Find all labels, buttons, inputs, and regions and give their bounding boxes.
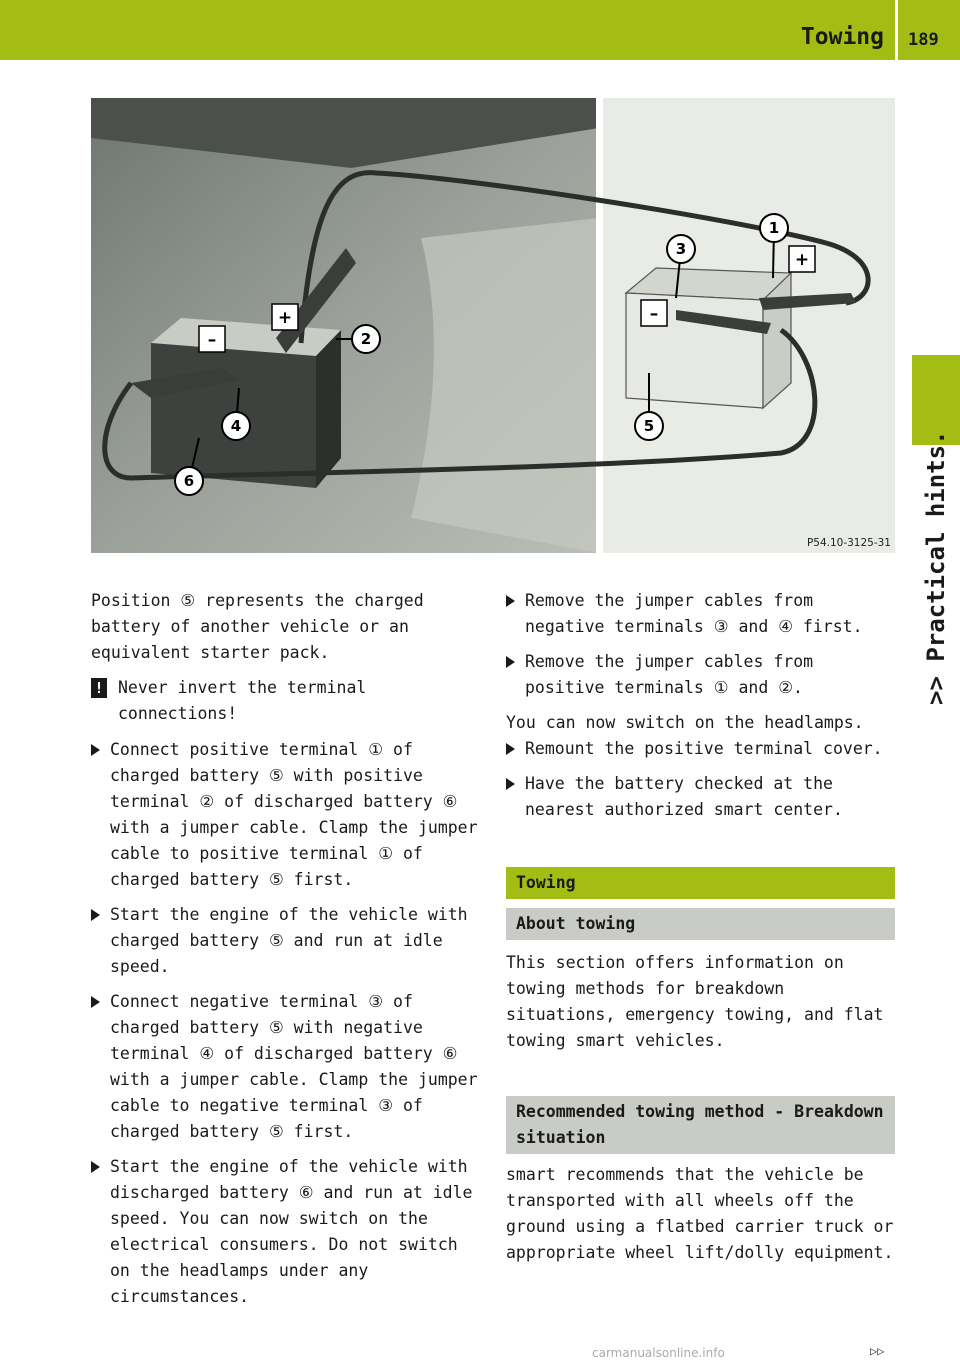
section-heading-towing: Towing bbox=[506, 867, 895, 899]
instruction-step bbox=[91, 737, 481, 893]
battery-jump-start-illustration bbox=[91, 98, 895, 553]
discharged-battery bbox=[151, 318, 341, 488]
page-header bbox=[0, 0, 960, 60]
callout-4: 4 bbox=[230, 417, 242, 435]
plus-label-left: + bbox=[277, 308, 293, 328]
left-column bbox=[91, 588, 481, 1319]
callout-6: 6 bbox=[183, 472, 195, 490]
callout-1: 1 bbox=[768, 219, 780, 237]
step-text: Remount the positive terminal cover. bbox=[525, 739, 883, 758]
warning-icon: ! bbox=[91, 678, 107, 698]
about-towing-text: This section offers information on towing methods for breakdown situations, emergency towing, and flat towing smart vehicles. bbox=[506, 953, 884, 1050]
instruction-step bbox=[91, 902, 481, 980]
minus-label-left: – bbox=[207, 330, 217, 350]
step-arrow-icon bbox=[91, 744, 100, 756]
header-divider bbox=[895, 0, 898, 60]
step-text: Connect positive terminal ① of charged battery ⑤ with positive terminal ② of discharged battery ⑥ with a jumper cable. Clamp the jumper cable to positive terminal ① of charged battery ⑤ first. bbox=[110, 740, 478, 889]
instruction-step bbox=[91, 989, 481, 1145]
plus-label-right: + bbox=[794, 250, 810, 270]
instruction-step bbox=[91, 1154, 481, 1310]
watermark: carmanualsonline.info bbox=[592, 1346, 725, 1360]
step-text: Start the engine of the vehicle with discharged battery ⑥ and run at idle speed. You can now switch on the electrical consumers. Do not switch on the headlamps under any circumstances. bbox=[110, 1157, 473, 1306]
body-panel bbox=[411, 218, 599, 553]
step-text: Have the battery checked at the nearest authorized smart center. bbox=[525, 774, 843, 819]
warning-text: Never invert the terminal connections! bbox=[118, 678, 367, 723]
panel-divider bbox=[596, 98, 603, 553]
callout-2: 2 bbox=[360, 330, 372, 348]
instruction-step bbox=[506, 771, 896, 823]
minus-label-right: – bbox=[649, 304, 659, 324]
warning-note bbox=[91, 675, 481, 727]
intro-paragraph: Position ⑤ represents the charged battery of another vehicle or an equivalent starter pack. bbox=[91, 591, 424, 662]
step-arrow-icon bbox=[91, 909, 100, 921]
section-header-title: Towing bbox=[800, 24, 884, 50]
side-chapter-label bbox=[912, 430, 960, 705]
charged-battery-diagram bbox=[626, 268, 791, 408]
callout-5: 5 bbox=[643, 417, 655, 435]
step-text: Remove the jumper cables from negative terminals ③ and ④ first. bbox=[525, 591, 863, 636]
step-arrow-icon bbox=[91, 996, 100, 1008]
right-column bbox=[506, 588, 896, 832]
step-arrow-icon bbox=[91, 1161, 100, 1173]
step-text: Remove the jumper cables from positive terminals ① and ②. bbox=[525, 652, 814, 697]
instruction-step bbox=[506, 736, 896, 762]
step-arrow-icon bbox=[506, 743, 515, 755]
subheading-recommended-method: Recommended towing method - Breakdown situation bbox=[506, 1096, 895, 1154]
step-text: Start the engine of the vehicle with charged battery ⑤ and run at idle speed. bbox=[110, 905, 468, 976]
callout-3: 3 bbox=[675, 240, 687, 258]
side-chapter-text: >> Practical hints. bbox=[922, 430, 950, 705]
step-arrow-icon bbox=[506, 595, 515, 607]
subheading-about-towing: About towing bbox=[506, 908, 895, 940]
step-arrow-icon bbox=[506, 656, 515, 668]
continue-arrows-icon: ▷▷ bbox=[870, 1344, 885, 1358]
recommended-method-text: smart recommends that the vehicle be transported with all wheels off the ground using a flatbed carrier truck or appropriate wheel lift/dolly equipment. bbox=[506, 1165, 894, 1262]
instruction-step bbox=[506, 649, 896, 701]
step-arrow-icon bbox=[506, 778, 515, 790]
figure-reference-code: P54.10-3125-31 bbox=[806, 537, 891, 549]
page-number: 189 bbox=[908, 30, 939, 50]
step-text: Connect negative terminal ③ of charged battery ⑤ with negative terminal ④ of discharged battery ⑥ with a jumper cable. Clamp the jumper cable to negative terminal ③ of charged battery ⑤ first. bbox=[110, 992, 478, 1141]
headlamps-note: You can now switch on the headlamps. bbox=[506, 713, 864, 732]
instruction-step bbox=[506, 588, 896, 640]
